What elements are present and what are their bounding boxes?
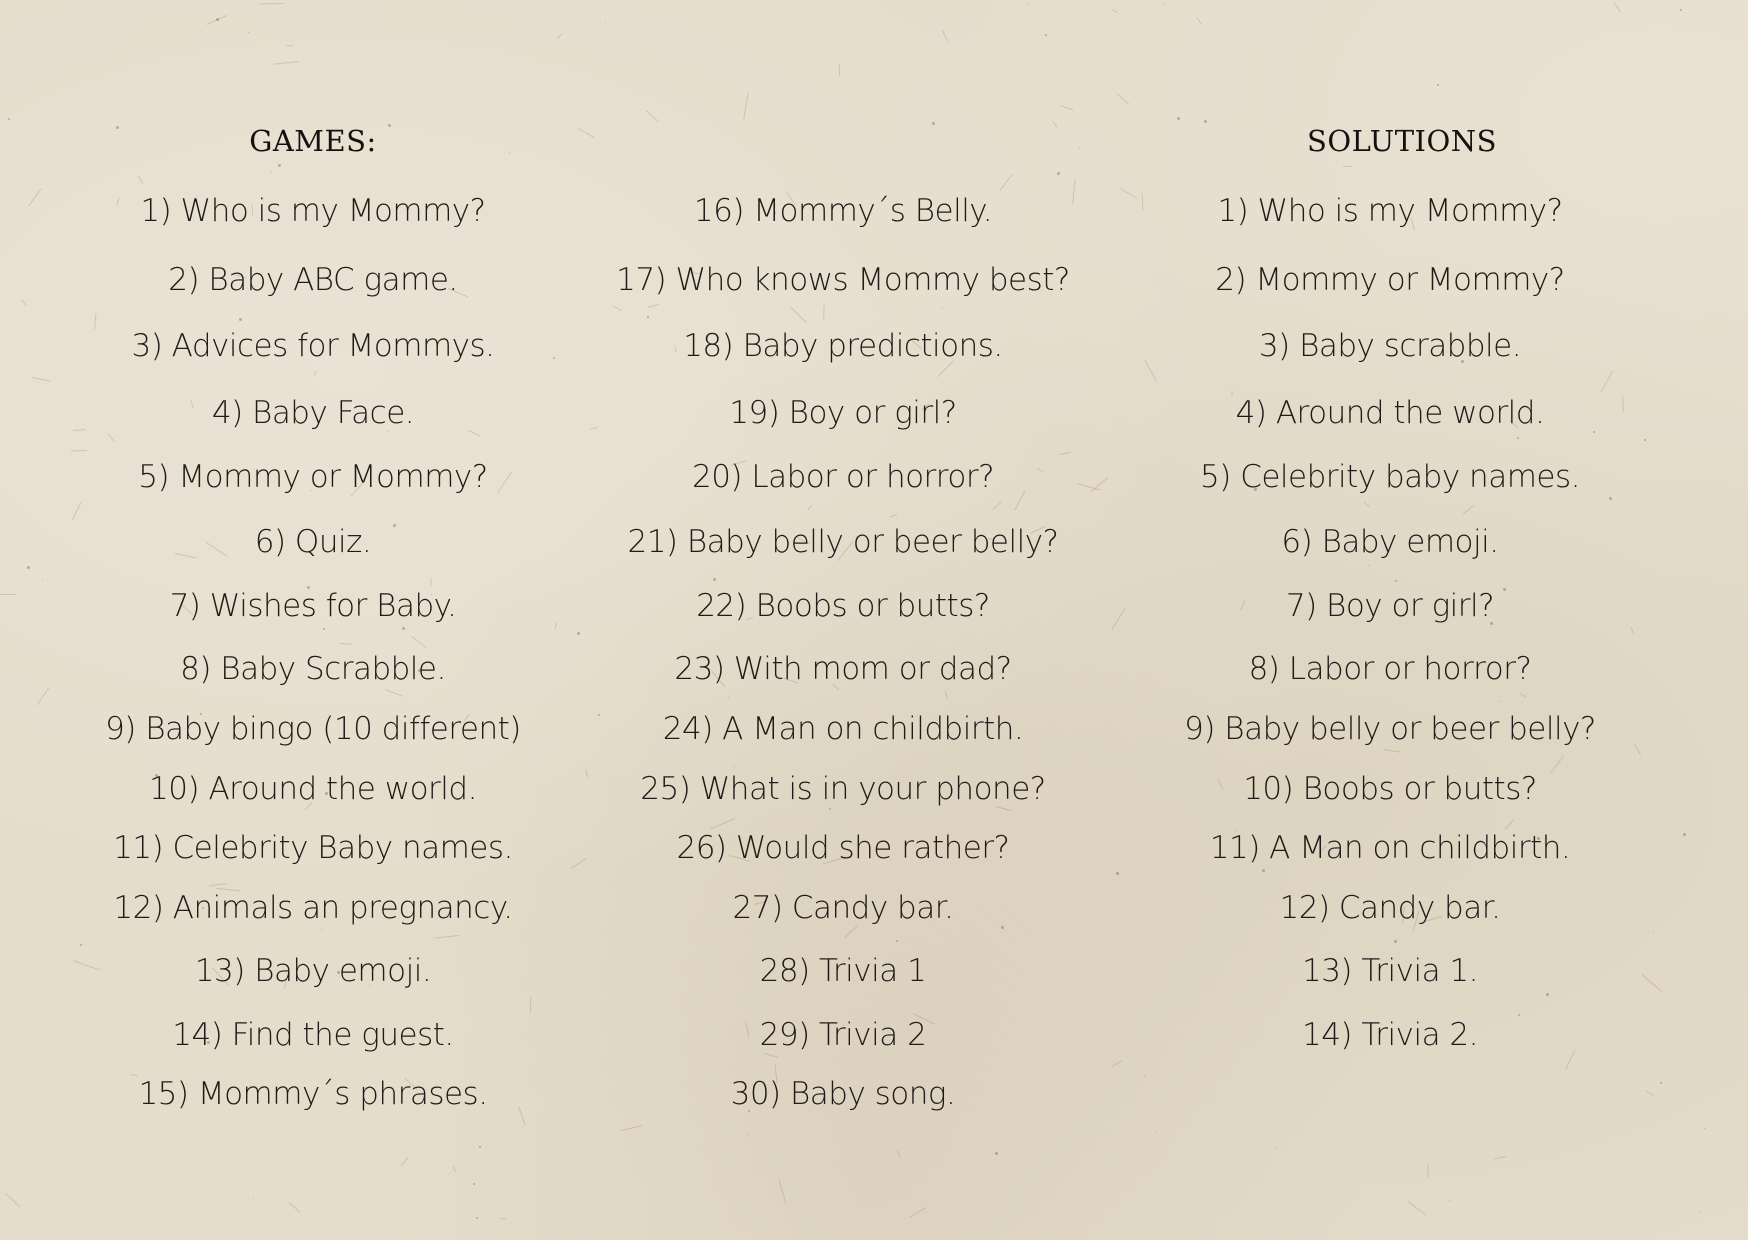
paper-fiber: [1642, 974, 1662, 992]
list-item: 4) Baby Face.: [211, 395, 415, 431]
list-item: 21) Baby belly or beer belly?: [627, 524, 1059, 560]
list-item: 14) Find the guest.: [172, 1017, 454, 1053]
list-item: 25) What is in your phone?: [640, 771, 1046, 807]
paper-fiber: [1364, 502, 1370, 507]
paper-fiber: [1614, 2, 1622, 13]
paper-speck: [734, 766, 735, 767]
list-item: 6) Baby emoji.: [1281, 524, 1499, 560]
paper-fiber: [612, 305, 622, 311]
paper-speck: [1057, 172, 1060, 175]
paper-fiber: [646, 110, 659, 122]
paper-speck: [1700, 1211, 1701, 1212]
list-item: 4) Around the world.: [1235, 395, 1545, 431]
list-item: 7) Wishes for Baby.: [169, 588, 457, 624]
paper-fiber: [0, 594, 16, 595]
list-item: 9) Baby belly or beer belly?: [1184, 711, 1596, 747]
paper-speck: [253, 1198, 254, 1199]
paper-fiber: [314, 370, 317, 376]
paper-speck: [1517, 437, 1519, 439]
paper-fiber: [807, 505, 812, 510]
list-item: 2) Baby ABC game.: [168, 262, 458, 298]
paper-speck: [1262, 869, 1265, 872]
paper-fiber: [1000, 174, 1013, 191]
paper-speck: [1644, 439, 1646, 441]
paper-fiber: [6, 1193, 20, 1207]
list-item: 5) Mommy or Mommy?: [138, 459, 488, 495]
list-item: 19) Boy or girl?: [729, 395, 957, 431]
paper-speck: [239, 318, 242, 321]
paper-fiber: [289, 1202, 301, 1213]
paper-speck: [80, 944, 82, 946]
paper-fiber: [1631, 627, 1634, 633]
paper-fiber: [340, 643, 352, 645]
paper-speck: [1683, 833, 1686, 836]
paper-fiber: [401, 1157, 409, 1166]
list-item: 13) Trivia 1.: [1301, 953, 1479, 989]
games-heading: GAMES:: [249, 124, 377, 158]
list-item: 12) Candy bar.: [1279, 890, 1501, 926]
paper-fiber: [1645, 1090, 1655, 1097]
paper-speck: [1437, 84, 1439, 86]
list-item: 2) Mommy or Mommy?: [1215, 262, 1565, 298]
paper-fiber: [435, 935, 459, 939]
paper-speck: [1144, 1076, 1145, 1077]
list-item: 10) Around the world.: [149, 771, 477, 807]
paper-speck: [647, 316, 649, 318]
paper-fiber: [1493, 1156, 1507, 1159]
list-item: 28) Trivia 1: [759, 953, 927, 989]
list-item: 12) Animals an pregnancy.: [113, 890, 513, 926]
paper-speck: [728, 697, 729, 698]
paper-speck: [1500, 701, 1501, 702]
paper-fiber: [71, 450, 87, 452]
paper-fiber: [1408, 1201, 1426, 1215]
paper-fiber: [385, 689, 403, 697]
list-item: 22) Boobs or butts?: [696, 588, 990, 624]
paper-fiber: [286, 45, 293, 46]
paper-speck: [1660, 1082, 1662, 1084]
paper-fiber: [138, 175, 143, 183]
paper-speck: [713, 578, 716, 581]
list-item: 1) Who is my Mommy?: [1217, 193, 1563, 229]
paper-fiber: [839, 63, 841, 75]
paper-speck: [1394, 940, 1397, 943]
paper-speck: [577, 632, 580, 635]
paper-speck: [995, 1152, 998, 1155]
list-item: 8) Labor or horror?: [1248, 651, 1532, 687]
paper-speck: [402, 627, 405, 630]
paper-speck: [1045, 34, 1047, 36]
paper-speck: [605, 22, 606, 23]
paper-fiber: [557, 33, 563, 39]
paper-fiber: [412, 636, 427, 648]
paper-fiber: [1600, 370, 1613, 392]
list-item: 23) With mom or dad?: [674, 651, 1012, 687]
paper-fiber: [1053, 121, 1058, 127]
paper-fiber: [1463, 505, 1475, 514]
paper-fiber: [790, 306, 807, 323]
paper-speck: [248, 32, 249, 33]
list-item: 1) Who is my Mommy?: [140, 193, 486, 229]
paper-speck: [1155, 1132, 1156, 1133]
paper-speck: [216, 18, 219, 21]
list-item: 9) Baby bingo (10 different): [105, 711, 521, 747]
list-item: 14) Trivia 2.: [1301, 1017, 1479, 1053]
paper-speck: [1704, 1128, 1705, 1129]
list-item: 26) Would she rather?: [676, 830, 1010, 866]
paper-fiber: [273, 61, 299, 65]
paper-speck: [479, 1146, 481, 1148]
list-item: 24) A Man on childbirth.: [662, 711, 1024, 747]
list-item: 20) Labor or horror?: [691, 459, 995, 495]
paper-speck: [8, 118, 10, 120]
paper-speck: [1116, 872, 1119, 875]
paper-fiber: [743, 92, 748, 119]
list-item: 5) Celebrity baby names.: [1200, 459, 1580, 495]
paper-fiber: [453, 1166, 457, 1172]
paper-speck: [1368, 565, 1369, 566]
paper-fiber: [897, 1150, 901, 1157]
paper-fiber: [909, 1207, 926, 1218]
list-item: 11) A Man on childbirth.: [1209, 830, 1571, 866]
paper-fiber: [500, 1218, 506, 1219]
paper-speck: [1680, 9, 1682, 11]
paper-fiber: [1117, 93, 1130, 104]
paper-fiber: [1384, 749, 1401, 753]
paper-fiber: [1111, 608, 1125, 630]
paper-fiber: [1059, 452, 1071, 455]
paper-speck: [1079, 147, 1080, 148]
paper-fiber: [823, 305, 824, 319]
paper-fiber: [72, 502, 82, 520]
paper-fiber: [1112, 9, 1118, 13]
paper-speck: [1177, 117, 1180, 120]
list-item: 6) Quiz.: [254, 524, 372, 560]
paper-fiber: [530, 996, 532, 1012]
list-item: 16) Mommy´s Belly.: [693, 193, 993, 229]
list-item: 8) Baby Scrabble.: [180, 651, 446, 687]
list-item: 13) Baby emoji.: [194, 953, 432, 989]
paper-speck: [1449, 1200, 1450, 1201]
list-item: 29) Trivia 2: [759, 1017, 927, 1053]
paper-fiber: [571, 858, 586, 869]
paper-fiber: [37, 687, 50, 705]
paper-speck: [747, 1134, 748, 1135]
paper-fiber: [22, 299, 27, 306]
paper-speck: [321, 929, 322, 930]
list-item: 17) Who knows Mommy best?: [616, 262, 1070, 298]
paper-fiber: [209, 883, 227, 886]
paper-speck: [476, 1217, 478, 1219]
paper-fiber: [647, 304, 659, 308]
paper-speck: [942, 307, 943, 308]
paper-fiber: [1197, 17, 1202, 24]
paper-fiber: [1060, 105, 1074, 111]
list-item: 18) Baby predictions.: [683, 328, 1003, 364]
paper-speck: [473, 1183, 475, 1185]
list-item: 10) Boobs or butts?: [1243, 771, 1537, 807]
paper-speck: [1653, 931, 1654, 932]
paper-speck: [932, 122, 935, 125]
paper-fiber: [779, 1179, 787, 1203]
paper-fiber: [945, 691, 949, 699]
paper-speck: [1395, 580, 1397, 582]
paper-fiber: [942, 29, 949, 41]
paper-fiber: [586, 769, 588, 777]
paper-speck: [1546, 993, 1549, 996]
list-item: 3) Baby scrabble.: [1258, 328, 1522, 364]
paper-speck: [1204, 120, 1207, 123]
list-item: 15) Mommy´s phrases.: [138, 1076, 488, 1112]
paper-speck: [1164, 3, 1165, 4]
paper-fiber: [621, 1125, 643, 1131]
paper-speck: [896, 940, 898, 942]
paper-speck: [1028, 4, 1029, 5]
paper-speck: [42, 579, 43, 580]
solutions-heading: SOLUTIONS: [1306, 124, 1498, 158]
paper-fiber: [577, 127, 596, 139]
paper-fiber: [29, 188, 42, 206]
list-item: 3) Advices for Mommys.: [131, 328, 495, 364]
paper-fiber: [992, 501, 1002, 509]
paper-fiber: [889, 514, 897, 518]
paper-speck: [27, 566, 30, 569]
paper-fiber: [32, 377, 51, 382]
paper-speck: [1276, 1147, 1277, 1148]
paper-fiber: [1428, 1164, 1429, 1178]
paper-fiber: [260, 3, 284, 4]
paper-speck: [271, 172, 272, 173]
paper-speck: [1609, 497, 1612, 500]
paper-fiber: [1520, 693, 1527, 697]
paper-speck: [278, 164, 281, 167]
paper-speck: [323, 628, 325, 630]
paper-fiber: [1343, 166, 1352, 167]
paper-fiber: [1112, 1060, 1122, 1067]
list-item: 11) Celebrity Baby names.: [113, 830, 513, 866]
paper-fiber: [108, 433, 115, 442]
paper-fiber: [1120, 188, 1138, 199]
list-item: 27) Candy bar.: [732, 890, 954, 926]
list-item: 30) Baby song.: [730, 1076, 956, 1112]
list-item: 7) Boy or girl?: [1285, 588, 1495, 624]
